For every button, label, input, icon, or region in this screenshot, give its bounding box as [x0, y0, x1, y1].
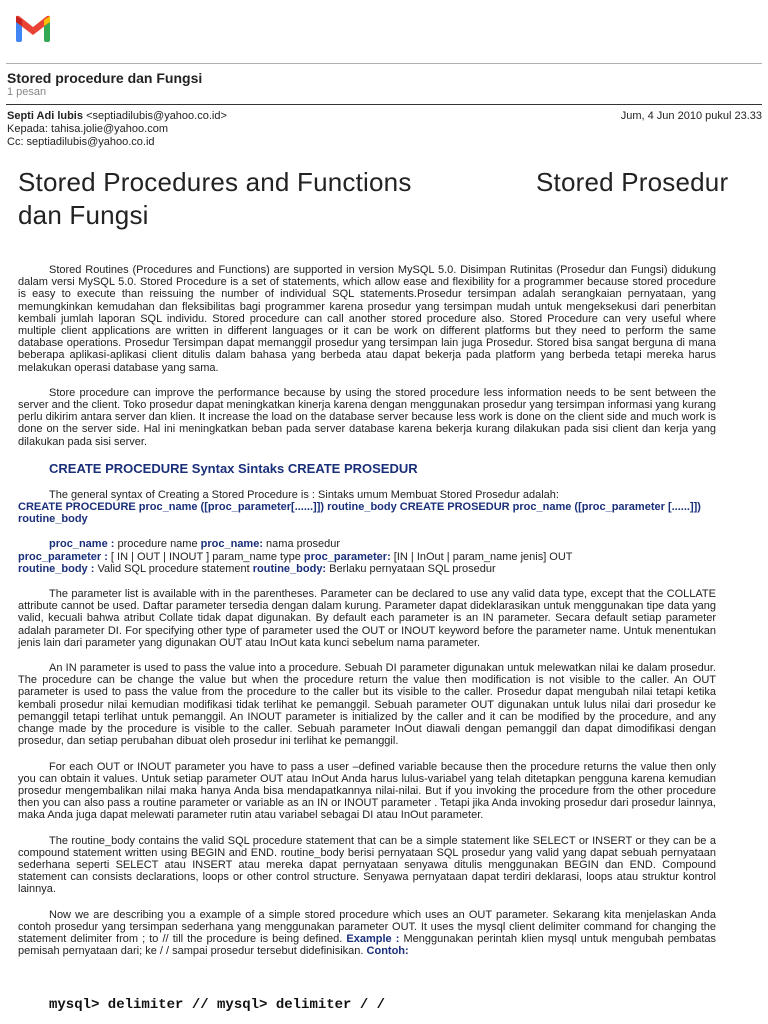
- def-proc-name: [18, 538, 716, 550]
- paragraph-7: The routine_body contains the valid SQL procedure statement that can be a simple statement like SELECT or INSERT or they can be a compound statement written using BEGIN and END. routine_body berisi pernyataan SQL prosedur yang valid yang dapat sebuah pernyataan sederhana seperti SELECT atau INSERT atau mereka dapat pernyataan senyawa ditulis menggunakan BEGIN dan END. Compound statement can consists declarations, loops or other control structure. Senyawa pernyataan dapat terdiri deklarasi, loops atau struktur kontrol lainnya.: [18, 834, 716, 896]
- def-routine-body: [18, 563, 716, 575]
- title-left: Stored Procedures and Functions: [18, 167, 412, 197]
- def1-key1: proc_name :: [49, 538, 115, 551]
- p8-text-a: Now we are describing you a example of a simple stored procedure which uses an OUT parameter. Sekarang kita menjelaskan Anda contoh prosedur yang tersimpan sederhana yang menggunakan parameter OUT. It uses the mysql client delimiter command for changing the statement delimiter from ; to // till the procedure is being defined.: [18, 908, 716, 945]
- def1-val1: procedure name: [114, 538, 201, 551]
- message-count: 1 pesan: [7, 86, 47, 98]
- p8-contoh-label: Contoh:: [366, 945, 409, 958]
- document-title: [18, 166, 729, 232]
- code-sample: mysql> delimiter // mysql> delimiter / /: [49, 997, 386, 1014]
- paragraph-6: For each OUT or INOUT parameter you have to pass a user –defined variable because then the procedure returns the value then only you can obtain it values. Untuk setiap parameter OUT atau InOut Anda harus lulus-variabel yang telah ditetapkan pengguna karena kemudian prosedur mengembalikan nilai maka hanya Anda bisa mendapatkannya nilai-nilai. But if you invoking the procedure from the other procedure then you can also pass a routine parameter or variable as an IN or INOUT parameter . Tetapi jika Anda invoking prosedur dari prosedur lainnya, maka Anda juga dapat melewati parameter rutin atau variabel sebagai DI atau InOut parameter.: [18, 760, 716, 822]
- def3-key2: routine_body:: [252, 562, 327, 575]
- definitions-block: [18, 538, 716, 575]
- def-proc-parameter: [18, 551, 716, 563]
- def2-key2: proc_parameter:: [303, 550, 391, 563]
- p8-text-b: Menggunakan perintah klien mysql untuk mengubah pembatas pemisah pernyataan dari; ke / / sampai prosedur tersebut didefinisikan.: [18, 932, 716, 958]
- paragraph-2: Store procedure can improve the performance because by using the stored procedure less information needs to be sent between the server and the client. Toko prosedur dapat meningkatkan kinerja karena dengan menggunakan prosedur yang tersimpan informasi yang kurang perlu dikirim antara server dan klien. It increase the load on the database server because less work is done on the client side and much work is done on the server side. Hal ini meningkatkan beban pada server database karena bekerja kurang dilakukan pada sisi client dan kerja yang dilakukan pada sisi server.: [18, 386, 716, 448]
- p8-example-label: Example :: [346, 932, 400, 945]
- email-date: Jum, 4 Jun 2010 pukul 23.33: [620, 110, 762, 122]
- recipient-cc: Cc: septiadilubis@yahoo.co.id: [7, 136, 155, 148]
- recipient-to: Kepada: tahisa.jolie@yahoo.com: [7, 123, 168, 135]
- def2-val1: [ IN | OUT | INOUT ] param_name type: [107, 550, 304, 563]
- paragraph-1: Stored Routines (Procedures and Functions) are supported in version MySQL 5.0. Disimpan Rutinitas (Prosedur dan Fungsi) didukung dalam versi MySQL 5.0. Stored Procedure is a set of statements, which allow ease and flexibility for a programmer because stored procedure is easy to execute than reissuing the number of individual SQL statements.Prosedur tersimpan adalah serangkaian pernyataan, yang memungkinkan kemudahan dan fleksibilitas bagi programmer karena prosedur yang tersimpan mudah untuk mengeksekusi dari penerbitan kembali jumlah laporan SQL individu. Stored procedure can call another stored procedure also. Stored Procedure can very useful where multiple client applications are written in different languages or it can be work on different platforms but they need to perform the same database operations. Prosedur Tersimpan dapat memanggil prosedur yang tersimpan lain juga Prosedur. Stored bisa sangat berguna di mana beberapa aplikasi-aplikasi client ditulis dalam bahasa yang berbeda atau dapat bekerja pada platform yang berbeda tetapi mereka harus melakukan operasi database yang sama.: [18, 264, 716, 374]
- def3-val1: Valid SQL procedure statement: [94, 562, 253, 575]
- document-body: [18, 166, 729, 1014]
- paragraph-5: An IN parameter is used to pass the value into a procedure. Sebuah DI parameter digunakan untuk melewatkan nilai ke dalam prosedur. The procedure can be change the value but when the procedure return the value then modification is not visible to the caller. An OUT parameter is used to pass the value from the procedure to the caller but its visible to the caller. Prosedur dapat mengubah nilai tetapi ketika kembali prosedur nilai kemudian modifikasi tidak terlihat ke pemanggil. Sebuah parameter OUT digunakan untuk lulus nilai dari prosedur ke pemanggil tetapi terlihat untuk pemanggil. An INOUT parameter is initialized by the caller and it can be modified by the procedure, and any change made by the procedure is visible to the caller. Sebuah parameter InOut diawali dengan pemanggil dan dapat dimodifikasi dengan prosedur, dan setiap perubahan dibuat oleh prosedur ini terlihat ke pemanggil.: [18, 662, 716, 748]
- sender-email[interactable]: <septiadilubis@yahoo.co.id>: [86, 110, 227, 122]
- def1-key2: proc_name:: [200, 538, 263, 551]
- syntax-block: [18, 489, 716, 526]
- email-meta: [7, 110, 762, 149]
- header-divider: [6, 104, 762, 105]
- def3-key1: routine_body :: [18, 562, 95, 575]
- def3-val2: Berlaku pernyataan SQL prosedur: [326, 562, 496, 575]
- def1-val2: nama prosedur: [263, 538, 341, 551]
- def2-key1: proc_parameter :: [18, 550, 108, 563]
- title-right: Stored Prosedur: [536, 167, 729, 197]
- email-subject: Stored procedure dan Fungsi: [7, 70, 203, 86]
- paragraph-8: [18, 909, 716, 958]
- paragraph-4: The parameter list is available with in the parentheses. Parameter can be declared to use any valid data type, except that the COLLATE attribute cannot be used. Daftar parameter tersedia dengan dalam kurung. Parameter dapat dideklarasikan untuk menggunakan tipe data yang valid, kecuali bahwa atribut Collate tidak dapat digunakan. By default each parameter is an IN parameter. Secara default setiap parameter adalah parameter DI. For specifying other type of parameter used the OUT or INOUT keyword before the parameter name. Untuk menentukan jenis lain dari parameter yang digunakan OUT atau InOut kata kunci sebelum nama parameter.: [18, 588, 716, 649]
- top-divider: [6, 63, 762, 64]
- sender-name: Septi Adi lubis: [7, 110, 83, 122]
- syntax-intro: The general syntax of Creating a Stored Procedure is : Sintaks umum Membuat Stored Prosedur adalah:: [49, 488, 559, 501]
- gmail-logo-icon: [14, 14, 52, 44]
- def2-val2: [IN | InOut | param_name jenis] OUT: [390, 550, 573, 563]
- section-heading: CREATE PROCEDURE Syntax Sintaks CREATE PROSEDUR: [49, 460, 418, 476]
- title-line2: dan Fungsi: [18, 200, 149, 230]
- syntax-code: CREATE PROCEDURE proc_name ([proc_parameter[......]]) routine_body CREATE PROSEDUR proc_name ([proc_parameter [......]]) routine_body: [18, 501, 701, 526]
